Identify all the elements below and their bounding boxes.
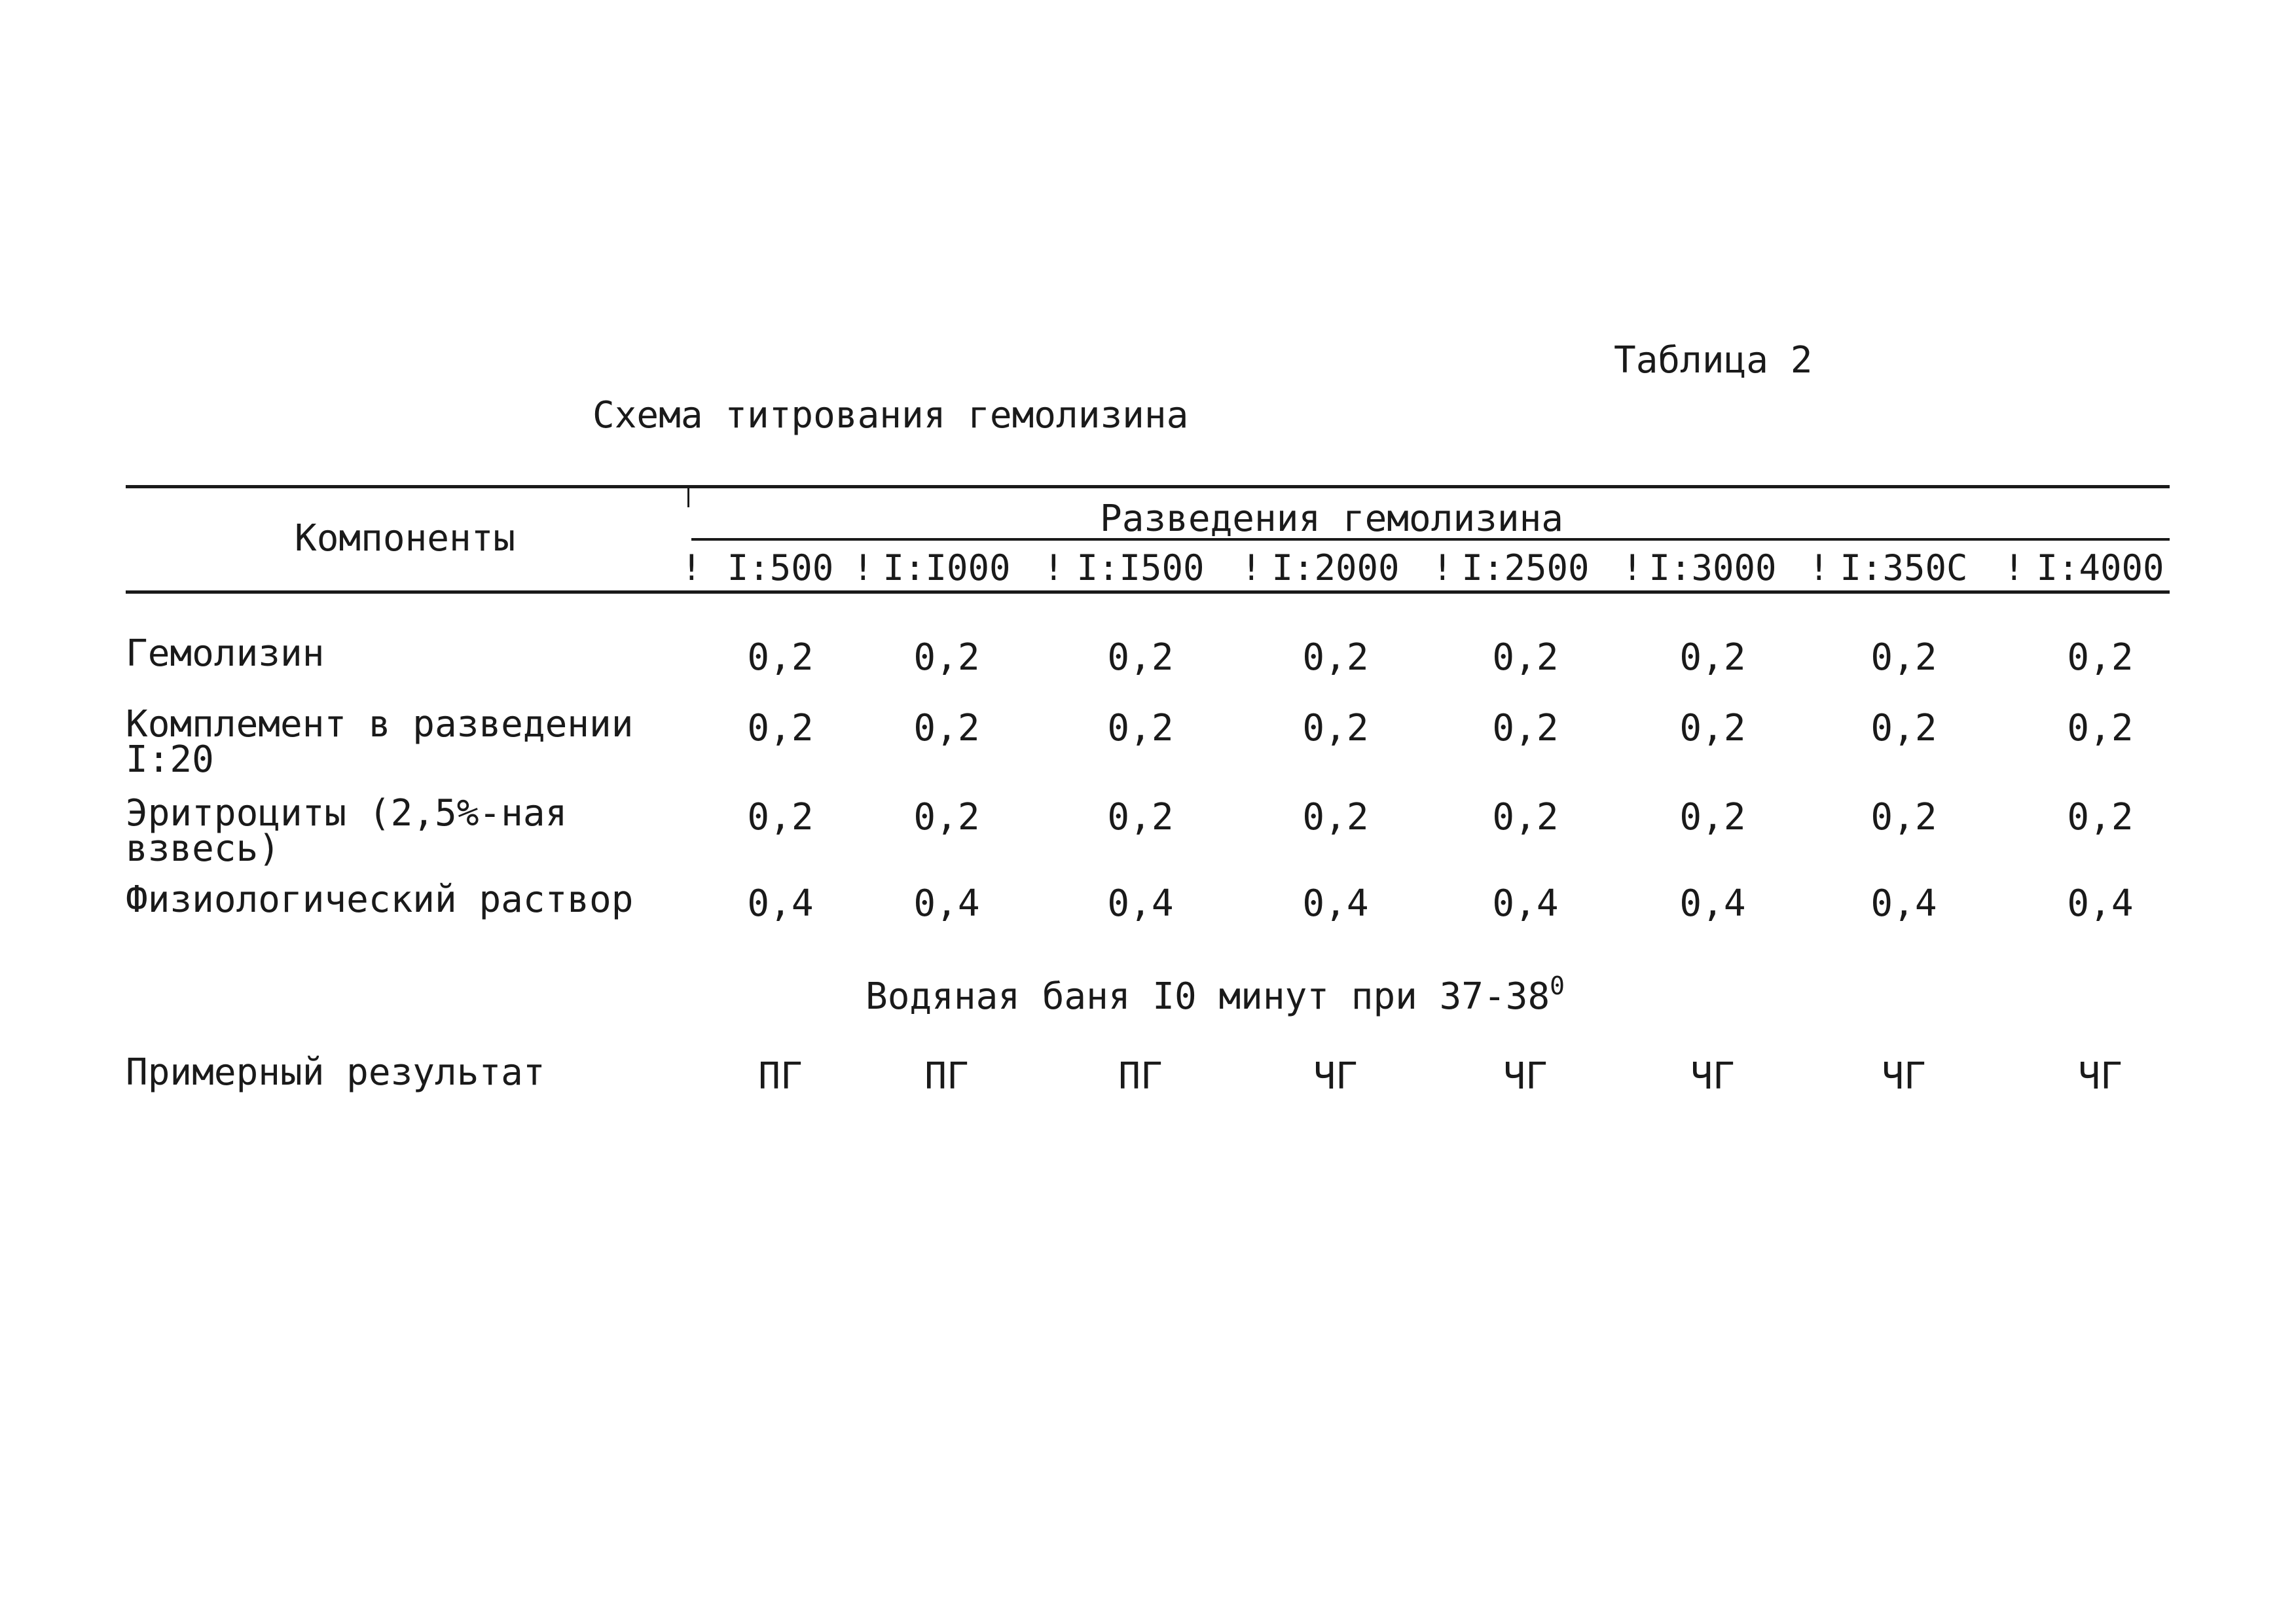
row-label-line: Физиологический раствор: [126, 878, 634, 921]
row-label-line: I:20: [126, 738, 214, 781]
header-separator: !: [1241, 547, 1262, 588]
table-cell: 0,2: [2067, 796, 2134, 839]
header-components: Компоненты: [295, 517, 516, 560]
result-cell: ЧГ: [1690, 1055, 1735, 1098]
result-row-label: [126, 1051, 545, 1094]
table-cell: 0,2: [1302, 796, 1369, 839]
row-label: [126, 878, 634, 921]
row-label-line: Эритроциты (2,5%-ная: [126, 792, 568, 835]
table-cell: 0,2: [1107, 707, 1174, 749]
header-dilutions-group: Разведения гемолизина: [1100, 497, 1564, 540]
result-cell: ПГ: [758, 1055, 803, 1098]
result-cell: ЧГ: [1313, 1055, 1358, 1098]
header-divider-tick: [687, 488, 689, 507]
row-label-line: взвесь): [126, 827, 281, 870]
table-cell: 0,2: [1679, 707, 1746, 749]
header-separator: !: [852, 547, 874, 588]
table-cell: 0,2: [1679, 796, 1746, 839]
table-cell: 0,2: [747, 796, 814, 839]
table-cell: 0,4: [1870, 882, 1937, 925]
header-separator: !: [681, 547, 702, 588]
dilution-header: I:I500: [1076, 547, 1205, 588]
table-title: Схема титрования гемолизина: [592, 394, 1189, 437]
table-cell: 0,2: [1107, 796, 1174, 839]
table-cell: 0,2: [1107, 636, 1174, 679]
table-cell: 0,4: [1679, 882, 1746, 925]
header-separator: !: [2003, 547, 2025, 588]
table-cell: 0,2: [1492, 636, 1559, 679]
header-bottom-rule: [126, 590, 2170, 594]
table-cell: 0,2: [2067, 636, 2134, 679]
dilution-header: I:350C: [1840, 547, 1968, 588]
table-cell: 0,2: [1492, 796, 1559, 839]
table-cell: 0,2: [1870, 636, 1937, 679]
header-separator: !: [1432, 547, 1453, 588]
result-cell: ЧГ: [2078, 1055, 2123, 1098]
table-top-rule: [126, 485, 2170, 488]
table-cell: 0,4: [2067, 882, 2134, 925]
table-cell: 0,2: [1870, 707, 1937, 749]
table-cell: 0,4: [747, 882, 814, 925]
dilution-header: I:500: [727, 547, 834, 588]
dilution-header: I:3000: [1649, 547, 1777, 588]
table-number-label: Таблица 2: [1614, 339, 1813, 382]
table-cell: 0,2: [2067, 707, 2134, 749]
table-cell: 0,4: [1492, 882, 1559, 925]
header-separator: !: [1622, 547, 1643, 588]
dilution-header: I:I000: [883, 547, 1011, 588]
table-cell: 0,4: [1302, 882, 1369, 925]
result-cell: ЧГ: [1882, 1055, 1926, 1098]
degree-superscript: 0: [1550, 971, 1565, 1000]
result-cell: ПГ: [924, 1055, 969, 1098]
table-cell: 0,2: [1679, 636, 1746, 679]
table-cell: 0,4: [913, 882, 980, 925]
result-cell: ЧГ: [1503, 1055, 1548, 1098]
dilution-header: I:4000: [2036, 547, 2164, 588]
result-label-line: Примерный результат: [126, 1051, 545, 1094]
table-cell: 0,2: [913, 796, 980, 839]
row-label-line: Комплемент в разведении: [126, 703, 634, 746]
header-separator: !: [1808, 547, 1830, 588]
table-cell: 0,2: [913, 707, 980, 749]
row-label-line: Гемолизин: [126, 632, 325, 675]
table-cell: 0,2: [913, 636, 980, 679]
table-cell: 0,2: [747, 707, 814, 749]
row-label: [126, 703, 634, 781]
incubation-note: [866, 971, 1565, 1018]
table-cell: 0,2: [1302, 636, 1369, 679]
table-cell: 0,2: [1302, 707, 1369, 749]
result-cell: ПГ: [1118, 1055, 1163, 1098]
table-cell: 0,2: [1492, 707, 1559, 749]
table-cell: 0,2: [1870, 796, 1937, 839]
incubation-note-text: Водяная баня I0 минут при 37-38: [866, 975, 1550, 1018]
dilution-header: I:2500: [1461, 547, 1590, 588]
table-cell: 0,2: [747, 636, 814, 679]
dilution-header: I:2000: [1271, 547, 1400, 588]
row-label: [126, 792, 568, 870]
table-cell: 0,4: [1107, 882, 1174, 925]
row-label: [126, 632, 325, 675]
header-separator: !: [1043, 547, 1065, 588]
